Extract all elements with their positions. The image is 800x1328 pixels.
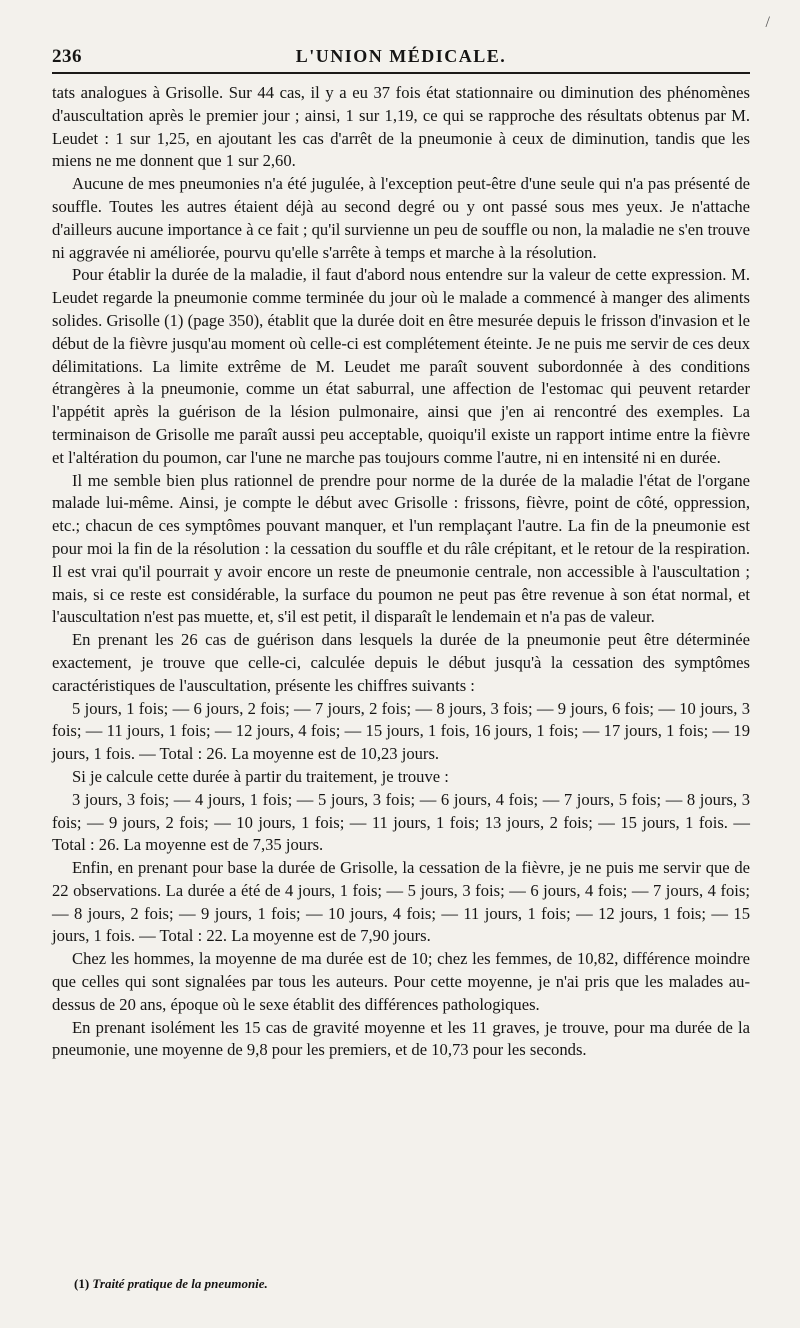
footnote	[74, 1276, 268, 1292]
paragraph-duration-list-treatment: 3 jours, 3 fois; — 4 jours, 1 fois; — 5 jours, 3 fois; — 6 jours, 4 fois; — 7 jours, 5 fois; — 8 jours, 3 fois; — 9 jours, 2 fois; — 10 jours, 1 fois; — 11 jours, 1 fois; 13 jours, 2 fois; — 15 jours, 1 fois. — Total : 26. La moyenne est de 7,35 jours.	[52, 789, 750, 855]
page-number: 236	[52, 46, 82, 67]
paragraph-gravite: En prenant isolément les 15 cas de gravité moyenne et les 11 graves, je trouve, pour ma durée de la pneumonie, une moyenne de 9,8 pour les premiers, et de 10,73 pour les seconds.	[52, 1017, 750, 1060]
paragraph-continuation: tats analogues à Grisolle. Sur 44 cas, il y a eu 37 fois état stationnaire ou diminution des phénomènes d'auscultation après le premier jour ; ainsi, 1 sur 1,19, ce qui se rapproche des résultats obtenus par M. Leudet : 1 sur 1,25, en ajoutant les cas d'arrêt de la pneumonie à ceux de diminution, tandis que les miens ne me donnent que 1 sur 2,60.	[52, 83, 750, 171]
running-title: L'UNION MÉDICALE.	[295, 46, 507, 66]
paragraph-sexes: Chez les hommes, la moyenne de ma durée est de 10; chez les femmes, de 10,82, différence moindre que celles qui sont signalées par tous les auteurs. Pour cette moyenne, je n'ai pris que les malades au-dessus de 20 ans, époque où le sexe établit des différences pathologiques.	[52, 949, 750, 1014]
paragraph-guerison-cases: En prenant les 26 cas de guérison dans lesquels la durée de la pneumonie peut être déterminée exactement, je trouve que celle-ci, calculée depuis le début jusqu'à la cessation des symptômes caractéristiques de l'auscultation, présente les chiffres suivants :	[52, 630, 750, 695]
paragraph-duree: Pour établir la durée de la maladie, il faut d'abord nous entendre sur la valeur de cette expression. M. Leudet regarde la pneumonie comme terminée du jour où le malade a commencé à manger des aliments solides. Grisolle (1) (page 350), établit que la durée doit en être mesurée depuis le frisson d'invasion et le début de la fièvre jusqu'au moment où celle-ci est complétement éteinte. Je ne puis me servir de ces deux délimitations. La limite extrême de M. Leudet me paraît souvent subordonnée à des conditions étrangères à la pneumonie, comme un état saburral, une affection de l'estomac qui peuvent retarder l'appétit après la guérison de la lésion pulmonaire, ainsi que j'en ai rencontré des exemples. La terminaison de Grisolle me paraît aussi peu acceptable, quoiqu'il existe un rapport intime entre la fièvre et l'altération du poumon, car l'une ne marche pas toujours comme l'autre, ni en intensité ni en durée.	[52, 265, 750, 467]
paragraph-norme: Il me semble bien plus rationnel de prendre pour norme de la durée de la maladie l'état de l'organe malade lui-même. Ainsi, je compte le début avec Grisolle : frissons, fièvre, point de côté, oppression, etc.; chacun de ces symptômes pouvant manquer, et l'un remplaçant l'autre. La fin de la pneumonie est pour moi la fin de la résolution : la cessation du souffle et du râle crépitant, et le retour de la respiration. Il est vrai qu'il pourrait y avoir encore un reste de pneumonie centrale, non accessible à l'auscultation ; mais, si ce reste est considérable, la surface du poumon ne peut pas être revenue à son état normal, et l'auscultation n'est pas muette, et, s'il est petit, il disparaît le lendemain et n'a pas de valeur.	[52, 470, 750, 627]
margin-mark: /	[765, 14, 770, 31]
paragraph-jugulation: Aucune de mes pneumonies n'a été jugulée, à l'exception peut-être d'une seule qui n'a pas présenté de souffle. Toutes les autres étaient déjà au second degré ou y ont passé sous mes yeux. Je n'attache d'ailleurs aucune importance à ce fait ; qu'il survienne un peu de souffle ou non, la maladie ne s'en trouve ni aggravée ni améliorée, pourvu qu'elle s'arrête à temps et marche à la résolution.	[52, 174, 750, 262]
footnote-marker: (1)	[74, 1276, 90, 1291]
paragraph-traitement: Si je calcule cette durée à partir du traitement, je trouve :	[72, 766, 449, 786]
body-text	[52, 82, 750, 1062]
paragraph-duration-list-onset: 5 jours, 1 fois; — 6 jours, 2 fois; — 7 jours, 2 fois; — 8 jours, 3 fois; — 9 jours, 6 fois; — 10 jours, 3 fois; — 11 jours, 1 fois; — 12 jours, 4 fois; — 15 jours, 1 fois, 16 jours, 1 fois; — 17 jours, 1 fois; — 19 jours, 1 fois. — Total : 26. La moyenne est de 10,23 jours.	[52, 698, 750, 764]
footnote-title: Traité pratique de la pneumonie.	[92, 1276, 268, 1291]
document-page	[52, 14, 770, 1306]
page-header	[52, 14, 770, 74]
paragraph-fievre: Enfin, en prenant pour base la durée de Grisolle, la cessation de la fièvre, je ne puis me servir que de 22 observations. La durée a été de 4 jours, 1 fois; — 5 jours, 3 fois; — 6 jours, 4 fois; — 7 jours, 4 fois; — 8 jours, 2 fois; — 9 jours, 1 fois; — 10 jours, 4 fois; — 11 jours, 1 fois; — 12 jours, 1 fois; — 15 jours, 1 fois. — Total : 22. La moyenne est de 7,90 jours.	[52, 858, 750, 946]
